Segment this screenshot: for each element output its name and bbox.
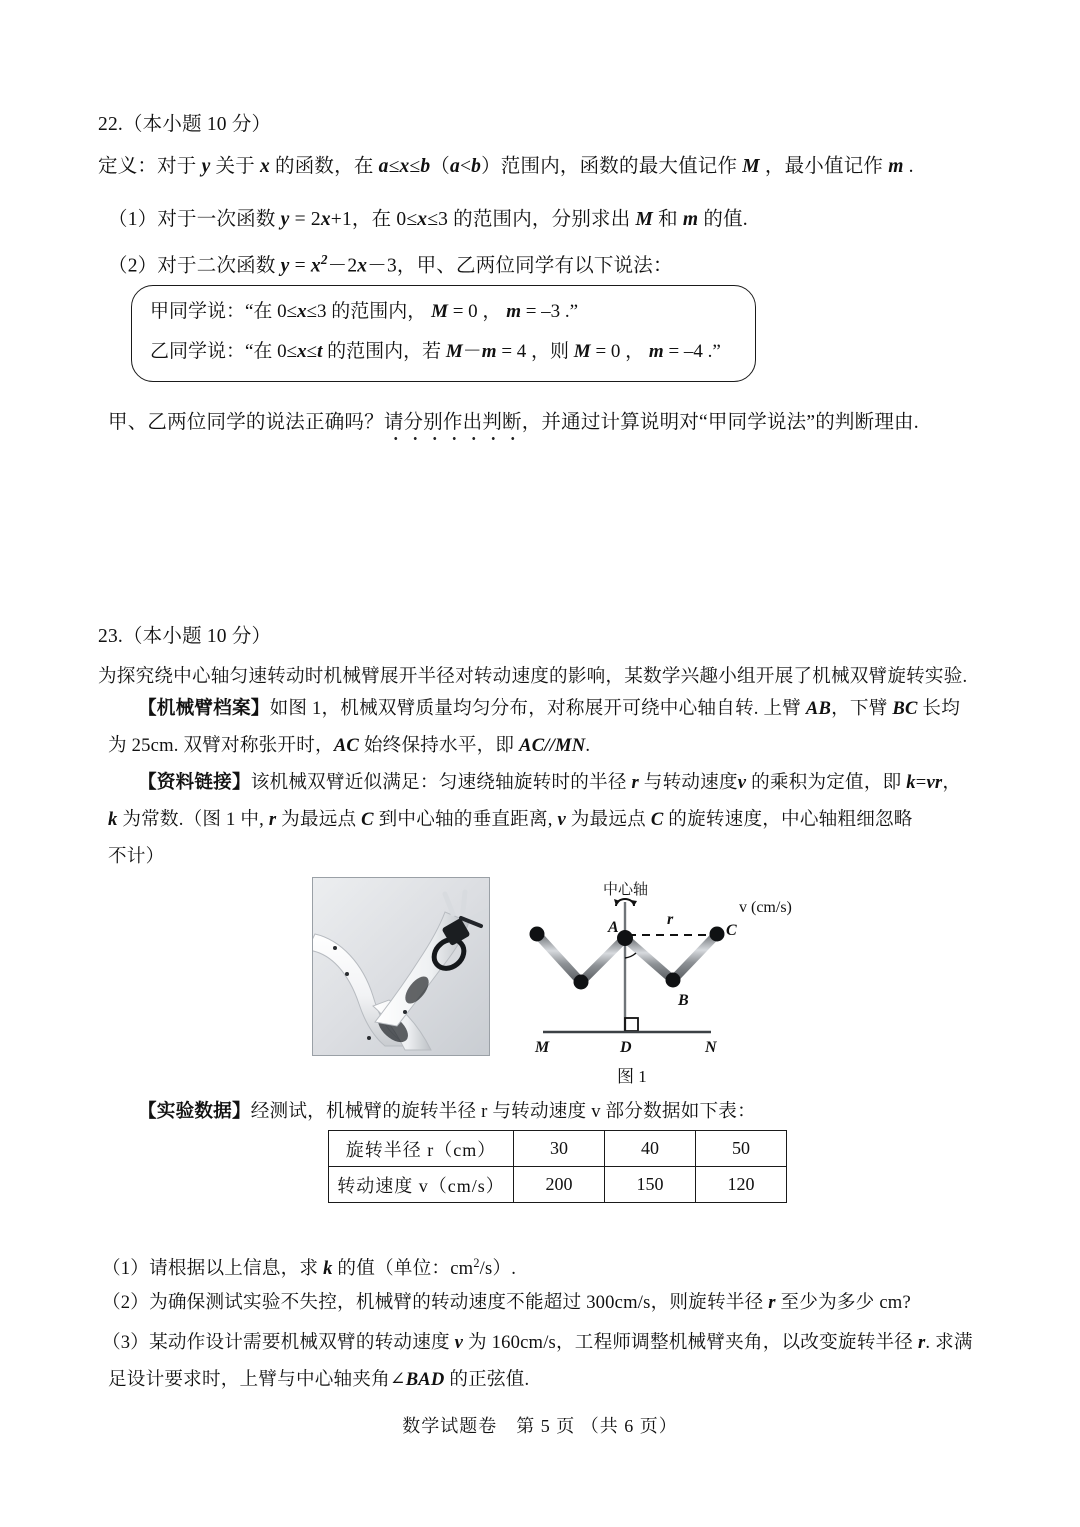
link-line-3: 不计） xyxy=(108,846,165,867)
figure-point-m-label: M xyxy=(535,1039,550,1056)
statement-yi: 乙同学说：“在 0≤x≤t 的范围内，若 M－m = 4 ，则 M = 0 ， m = –4 .” xyxy=(150,341,721,362)
figure-1-caption: 图 1 xyxy=(617,1067,647,1086)
archive-tag: 【机械臂档案】 xyxy=(138,698,270,719)
figure-point-n-label: N xyxy=(705,1039,717,1056)
cell-speed-1: 200 xyxy=(514,1167,605,1203)
figure-point-b-label: B xyxy=(678,992,689,1009)
question-22-heading: 22.（本小题 10 分） xyxy=(98,114,272,135)
table-row xyxy=(329,1167,787,1203)
question-23-heading: 23.（本小题 10 分） xyxy=(98,626,272,647)
question-22-part-2: （2）对于二次函数 $y = x^2-2x-3$，甲、乙两位同学有以下说法： xyxy=(108,252,673,277)
link-tag: 【资料链接】 xyxy=(138,772,251,793)
page-footer: 数学试题卷 第 5 页 （共 6 页） xyxy=(402,1416,678,1436)
question-22-part-1: （1）对于一次函数 y = 2x+1，在 0≤x≤3 的范围内，分别求出 M 和 m 的值. xyxy=(108,209,748,230)
data-tag: 【实验数据】 xyxy=(138,1101,251,1122)
question-23-intro: 为探究绕中心轴匀速转动时机械臂展开半径对转动速度的影响，某数学兴趣小组开展了机械双臂旋转实验. xyxy=(98,666,968,687)
figure-radius-label: r xyxy=(667,911,674,928)
figure-axis-label: 中心轴 xyxy=(603,881,649,898)
prompt-part-a: 甲、乙两位同学的说法正确吗？ xyxy=(108,412,384,433)
figure-speed-label: v (cm/s) xyxy=(739,899,792,916)
cell-radius-3: 50 xyxy=(696,1131,787,1167)
question-23-part-1: （1）请根据以上信息，求 k 的值（单位：$cm^2/s$）. xyxy=(102,1256,517,1280)
figure-point-c-label: C xyxy=(726,922,737,939)
figure-1-schematic xyxy=(515,872,815,1084)
question-23-part-2: （2）为确保测试实验不失控，机械臂的转动速度不能超过 300cm/s，则旋转半径 r 至少为多少 cm? xyxy=(102,1292,911,1313)
statements-box xyxy=(131,285,756,382)
question-22-definition: 定义：对于 y 关于 x 的函数，在 a≤x≤b（a<b）范围内，函数的最大值记作 M ，最小值记作 m . xyxy=(98,156,914,177)
robot-arm-photo xyxy=(312,877,490,1056)
figure-point-a-label: A xyxy=(608,919,619,936)
question-23-part-3-line-1: （3）某动作设计需要机械双臂的转动速度 v 为 160cm/s，工程师调整机械臂夹角，以改变旋转半径 r. 求满 xyxy=(102,1332,973,1353)
prompt-part-b: ，并通过计算说明对“甲同学说法”的判断理由. xyxy=(521,412,919,433)
cell-speed-3: 120 xyxy=(696,1167,787,1203)
table-row xyxy=(329,1131,787,1167)
cell-radius-1: 30 xyxy=(514,1131,605,1167)
data-line: 经测试，机械臂的旋转半径 r 与转动速度 v 部分数据如下表： xyxy=(250,1101,756,1122)
question-23-part-3-line-2: 足设计要求时，上臂与中心轴夹角∠BAD 的正弦值. xyxy=(108,1369,530,1390)
experiment-data-label xyxy=(138,1097,756,1127)
archive-line-1: 【机械臂档案】如图 1，机械双臂质量均匀分布，对称展开可绕中心轴自转. 上臂 AB，下臂 BC 长均 xyxy=(138,698,960,719)
cell-radius-2: 40 xyxy=(605,1131,696,1167)
link-line-2: k 为常数.（图 1 中, r 为最远点 C 到中心轴的垂直距离, v 为最远点 C 的旋转速度，中心轴粗细忽略 xyxy=(108,809,913,830)
row-header-radius: 旋转半径 r（cm） xyxy=(329,1131,514,1167)
cell-speed-2: 150 xyxy=(605,1167,696,1203)
question-22-prompt xyxy=(108,408,919,438)
link-line-1: 【资料链接】该机械双臂近似满足：匀速绕轴旋转时的半径 r 与转动速度v 的乘积为定值，即 k=vr， xyxy=(138,772,962,793)
archive-line-2: 为 25cm. 双臂对称张开时，AC 始终保持水平，即 AC//MN. xyxy=(108,735,591,756)
statement-jia: 甲同学说：“在 0≤x≤3 的范围内， M = 0 ， m = –3 .” xyxy=(150,301,579,322)
experiment-data-table xyxy=(328,1130,787,1203)
row-header-speed: 转动速度 v（cm/s） xyxy=(329,1167,514,1203)
figure-point-d-label: D xyxy=(620,1039,632,1056)
prompt-emphasis: 请分别作出判断 xyxy=(383,412,522,433)
